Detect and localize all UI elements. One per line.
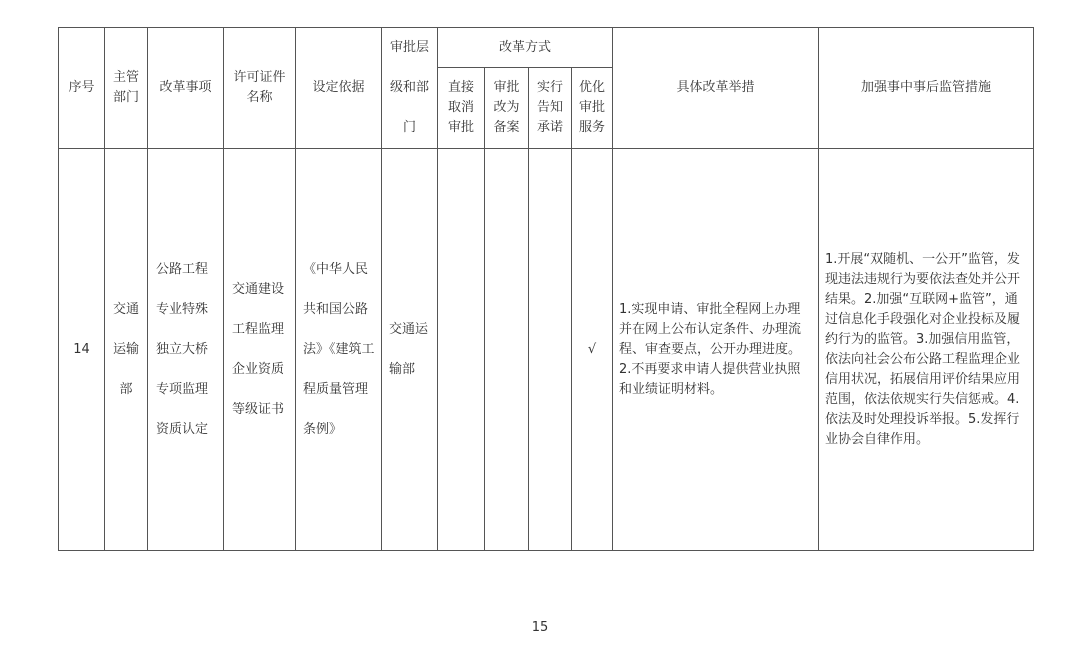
row-optimize-checkmark: √ xyxy=(572,149,613,551)
page-number: 15 xyxy=(531,620,549,635)
row-commitment xyxy=(529,149,572,551)
row-reform-item: 公路工程 专业特殊 独立大桥 专项监理 资质认定 xyxy=(148,149,224,551)
header-reform-mode: 改革方式 xyxy=(438,28,613,68)
header-permit-name: 许可证件 名称 xyxy=(224,28,296,149)
header-approval-level: 审批层 级和部 门 xyxy=(382,28,438,149)
header-direct-cancel: 直接 取消 审批 xyxy=(438,68,485,149)
reform-table xyxy=(58,27,1034,551)
row-measures: 1.实现申请、审批全程网上办理并在网上公布认定条件、办理流程、审查要点，公开办理进度。2.不再要求申请人提供营业执照和业绩证明材料。 xyxy=(613,149,819,551)
header-dept: 主管 部门 xyxy=(105,28,148,149)
row-dept: 交通 运输 部 xyxy=(105,149,148,551)
row-approval-level: 交通运 输部 xyxy=(382,149,438,551)
header-commitment: 实行 告知 承诺 xyxy=(529,68,572,149)
row-supervision: 1.开展“双随机、一公开”监管，发现违法违规行为要依法查处并公开结果。2.加强“互联网+监管”，通过信息化手段强化对企业投标及履约行为的监管。3.加强信用监管，依法向社会公布公路工程监理企业信用状况，拓展信用评价结果应用范围，依法依规实行失信惩戒。4.依法及时处理投诉举报。5.发挥行业协会自律作用。 xyxy=(819,149,1034,551)
header-reform-item: 改革事项 xyxy=(148,28,224,149)
header-measures: 具体改革举措 xyxy=(613,28,819,149)
header-optimize: 优化 审批 服务 xyxy=(572,68,613,149)
row-basis: 《中华人民 共和国公路 法》《建筑工 程质量管理 条例》 xyxy=(296,149,382,551)
header-supervision: 加强事中事后监管措施 xyxy=(819,28,1034,149)
header-basis: 设定依据 xyxy=(296,28,382,149)
row-direct-cancel xyxy=(438,149,485,551)
header-to-filing: 审批 改为 备案 xyxy=(485,68,529,149)
row-seq: 14 xyxy=(59,149,105,551)
row-to-filing xyxy=(485,149,529,551)
row-permit-name: 交通建设 工程监理 企业资质 等级证书 xyxy=(224,149,296,551)
header-seq: 序号 xyxy=(59,28,105,149)
